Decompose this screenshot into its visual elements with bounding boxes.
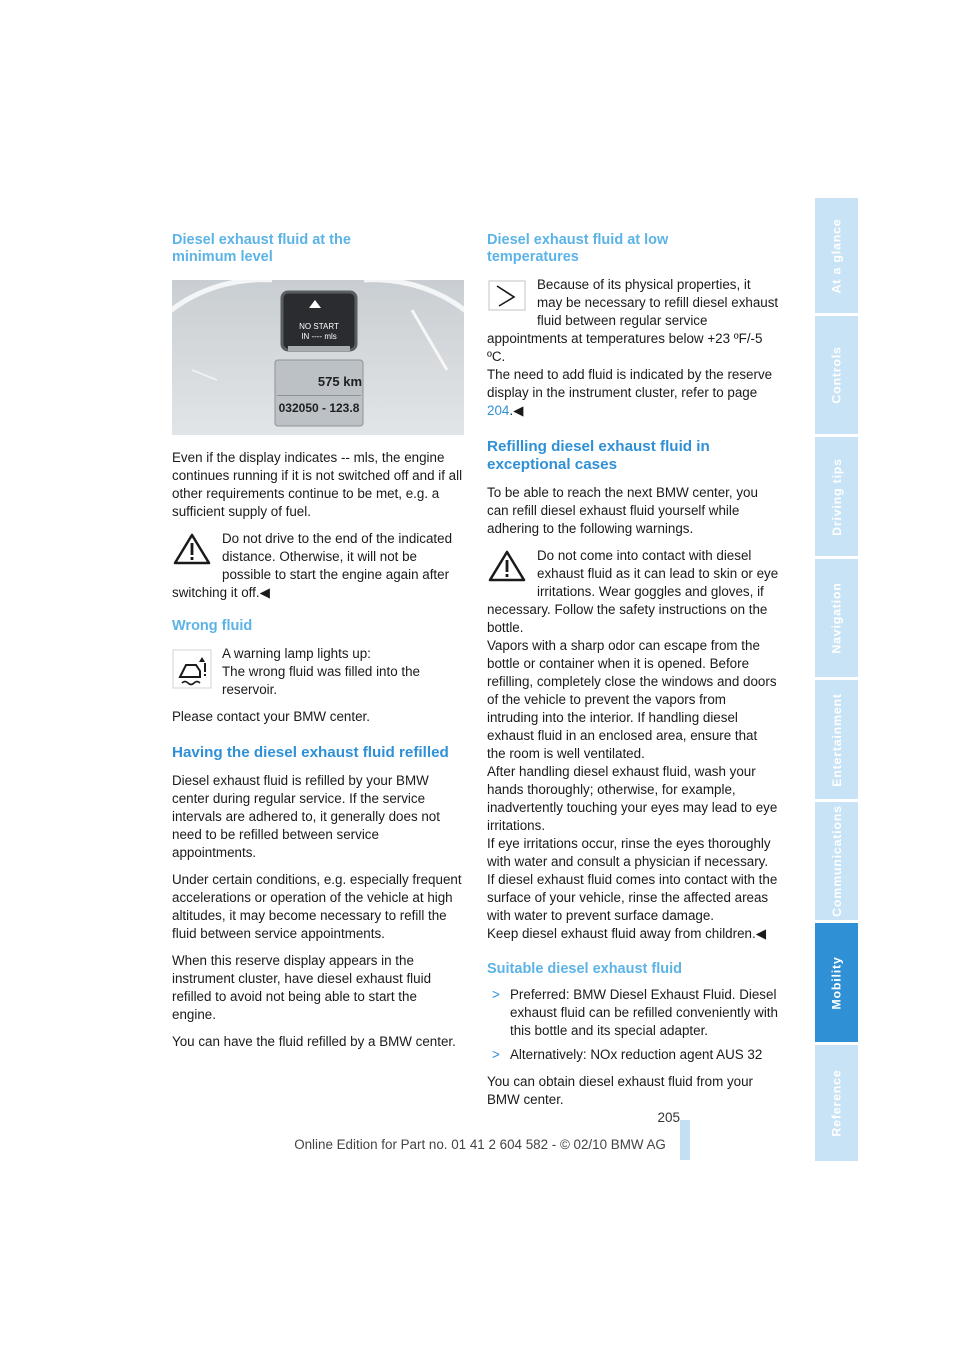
- fluid-warning-lamp-icon: [172, 649, 212, 689]
- note-arrow-icon: [487, 278, 527, 312]
- footer-edition: Online Edition for Part no. 01 41 2 604 582 - © 02/10 BMW AG: [294, 1137, 666, 1152]
- heading-refilled: Having the diesel exhaust fluid refilled: [172, 744, 449, 761]
- display-odometer: 032050 - 123.8: [278, 401, 360, 415]
- low-temp-note: Because of its physical properties, it may be necessary to refill diesel exhaust fluid between regular service appointments at temperatures below +23 ºF/-5 ºC.: [487, 277, 779, 364]
- list-item: > Alternatively: NOx reduction agent AUS 32: [492, 1047, 763, 1062]
- suitable-list: [487, 986, 779, 1064]
- tab-controls[interactable]: Controls: [815, 316, 858, 434]
- heading-low-temp: Diesel exhaust fluid at low temperatures: [487, 232, 669, 265]
- tab-driving-tips[interactable]: Driving tips: [815, 437, 858, 556]
- low-temp-paragraph: The need to add fluid is indicated by the reserve display in the instrument cluster, refer to page 204.◀: [487, 367, 773, 418]
- exceptional-warning: Do not come into contact with diesel exhaust fluid as it can lead to skin or eye irritations. Wear goggles and gloves, if necessary. Follow the safety instructions on the bottle. Vapors with a sharp odor can escape from the bottle or container when it is opened. Before refilling, completely close the windows and doors of the vehicle to prevent the vapors from intruding into the interior. If handling diesel exhaust fluid in an enclosed area, ensure that the room is well ventilated. After handling diesel exhaust fluid, wash your hands thoroughly; otherwise, for example, inadvertently touching your eyes may lead to eye irritations. If eye irritations occur, rinse the eyes thoroughly with water and consult a physician if necessary. If diesel exhaust fluid comes into contact with the surface of your vehicle, rinse the affected areas with water to prevent surface damage. Keep diesel exhaust fluid away from children.◀: [487, 548, 779, 941]
- refilled-p2: Under certain conditions, e.g. especially frequent accelerations or operation of the vehicle at high altitudes, it may become necessary to refill the fluid between service appointments.: [172, 872, 462, 941]
- wrong-fluid-paragraph: Please contact your BMW center.: [172, 709, 370, 724]
- warning-triangle-icon: [487, 549, 527, 583]
- heading-exceptional: Refilling diesel exhaust fluid in exceptional cases: [487, 438, 710, 473]
- min-level-warning: Do not drive to the end of the indicated distance. Otherwise, it will not be possible to start the engine again after switching it off.◀: [172, 531, 453, 600]
- list-item: > Preferred: BMW Diesel Exhaust Fluid. Diesel exhaust fluid can be refilled conveniently with this bottle and its special adapter.: [492, 987, 778, 1038]
- display-range: 575 km: [317, 374, 362, 389]
- left-column: [172, 232, 464, 1051]
- heading-wrong-fluid: Wrong fluid: [172, 618, 253, 634]
- warning-triangle-icon: [172, 532, 212, 566]
- instrument-cluster-image: [172, 280, 464, 435]
- min-level-paragraph: Even if the display indicates -- mls, the engine continues running if it is not switched off and if all other requirements continue to be met, e.g. a sufficient supply of fuel.: [172, 450, 463, 519]
- tab-entertainment[interactable]: Entertainment: [815, 680, 858, 799]
- refilled-p3: When this reserve display appears in the instrument cluster, have diesel exhaust fluid refilled to avoid not being able to start the engine.: [172, 953, 432, 1022]
- suitable-paragraph: You can obtain diesel exhaust fluid from your BMW center.: [487, 1074, 753, 1107]
- tab-at-a-glance[interactable]: At a glance: [815, 198, 858, 313]
- page-number: 205: [657, 1110, 680, 1125]
- wrong-fluid-lamp: A warning lamp lights up: The wrong fluid was filled into the reservoir.: [172, 645, 464, 699]
- refilled-p1: Diesel exhaust fluid is refilled by your BMW center during regular service. If the service intervals are adhered to, it generally does not need to be refilled between service appointments.: [172, 773, 440, 860]
- exceptional-p1: To be able to reach the next BMW center, you can refill diesel exhaust fluid yourself while adhering to the following warnings.: [487, 485, 758, 536]
- display-text-line1: NO START: [299, 322, 339, 331]
- refilled-p4: You can have the fluid refilled by a BMW center.: [172, 1034, 456, 1049]
- display-text-line2: IN ---- mls: [301, 332, 337, 341]
- page-204-link[interactable]: 204: [487, 403, 510, 418]
- tab-communications[interactable]: Communications: [815, 802, 858, 920]
- tab-reference[interactable]: Reference: [815, 1045, 858, 1161]
- right-column: [487, 232, 779, 1109]
- chapter-sidebar: [815, 198, 858, 1164]
- heading-suitable: Suitable diesel exhaust fluid: [487, 961, 682, 977]
- heading-min-level: Diesel exhaust fluid at the minimum level: [172, 232, 351, 265]
- tab-navigation[interactable]: Navigation: [815, 559, 858, 677]
- tab-mobility[interactable]: Mobility: [815, 923, 858, 1042]
